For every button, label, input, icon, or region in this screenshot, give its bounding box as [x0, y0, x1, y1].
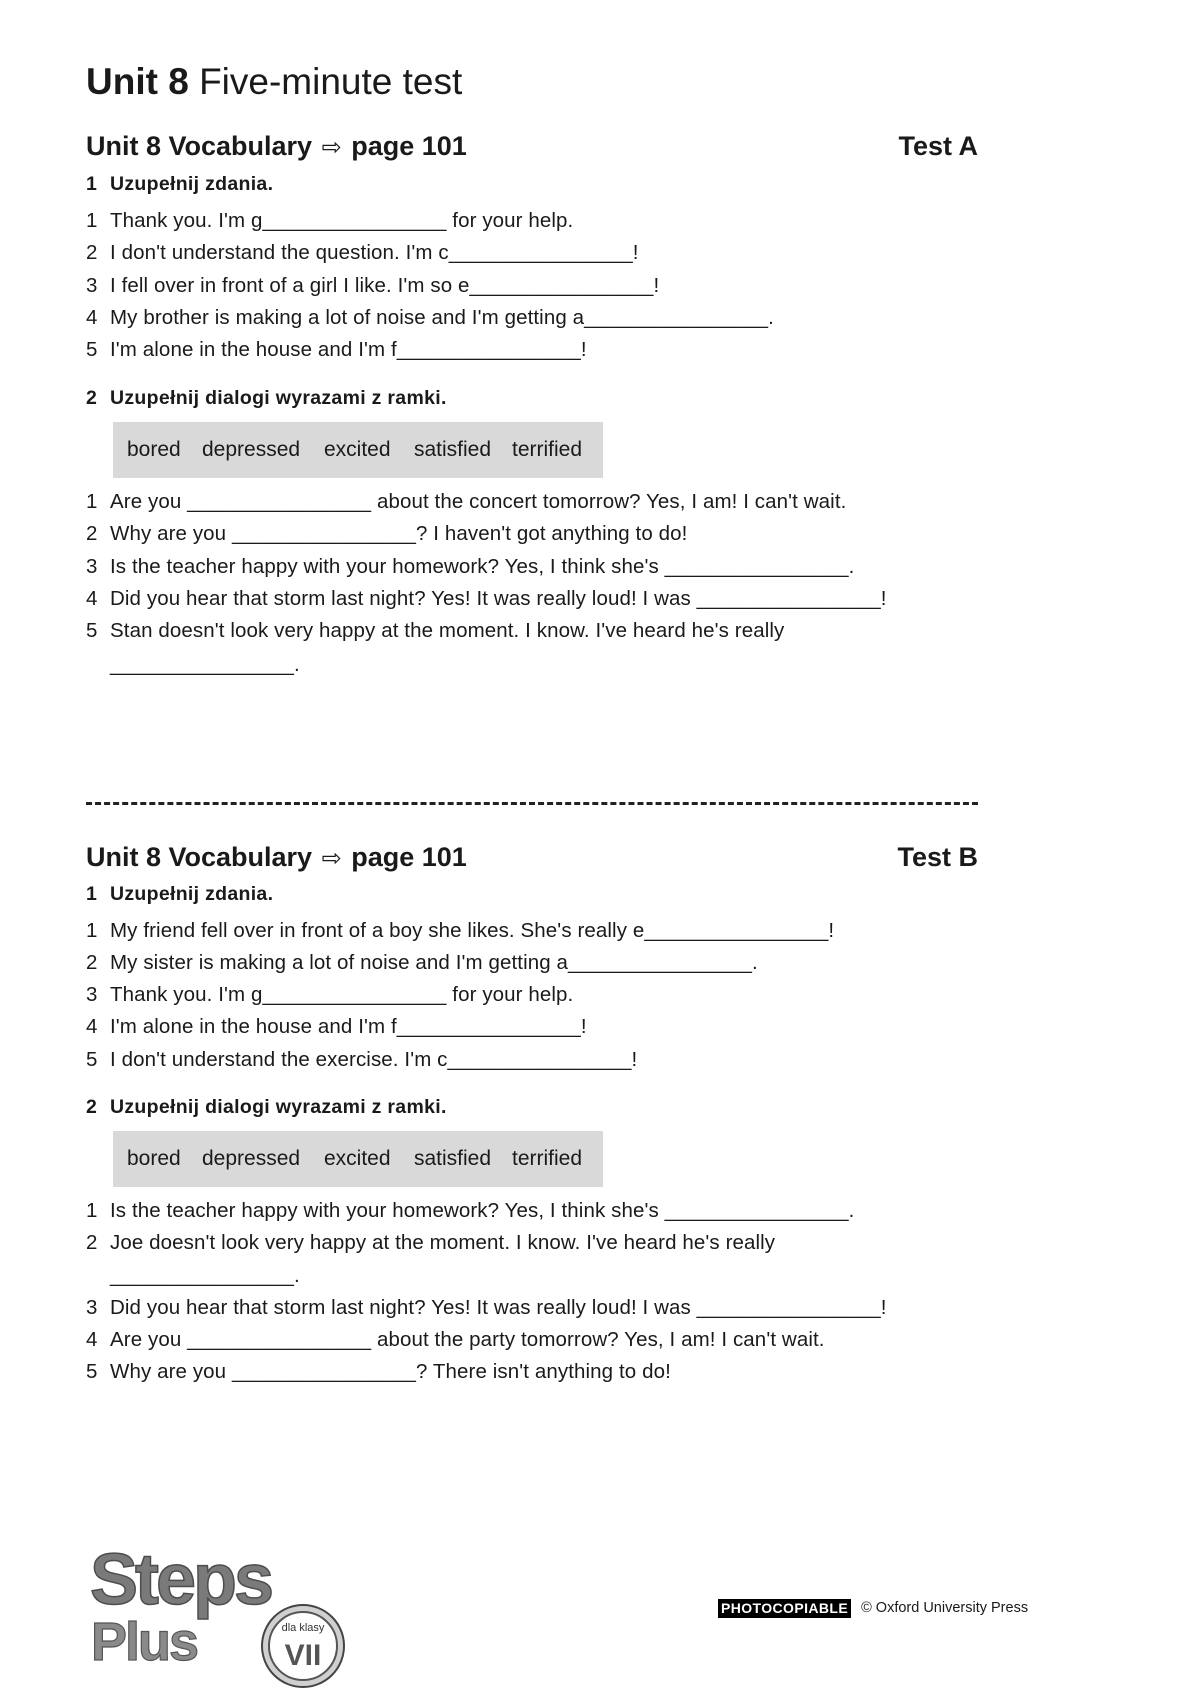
item-text: Joe doesn't look very happy at the moment. I know. I've heard he's really [110, 1231, 776, 1254]
item-text: I fell over in front of a girl I like. I'm so e________________! [110, 274, 660, 297]
item-number: 4 [86, 1015, 98, 1038]
item-number: 4 [86, 1328, 98, 1351]
test-b-ex1-item [86, 915, 996, 947]
instruction-text: Uzupełnij zdania. [110, 883, 274, 905]
test-a-label: Test A [898, 131, 978, 161]
item-text: Why are you ________________? There isn't anything to do! [110, 1360, 671, 1383]
word-option: satisfied [414, 438, 492, 461]
test-b-ex1-item [86, 1044, 996, 1076]
item-number: 5 [86, 619, 98, 642]
test-b-ex1-item [86, 979, 996, 1011]
word-option: satisfied [414, 1147, 492, 1170]
test-b-ex1-item [86, 947, 996, 979]
item-number: 3 [86, 274, 98, 297]
logo-plus-text: Plus [91, 1612, 198, 1672]
page-ref: page 101 [351, 842, 467, 872]
arrow-right-icon: ⇨ [321, 133, 342, 161]
instruction-text: Uzupełnij dialogi wyrazami z ramki. [110, 1096, 447, 1118]
item-number: 4 [86, 587, 98, 610]
steps-plus-logo [88, 1538, 348, 1688]
test-a-ex1-item [86, 205, 996, 237]
page-title-rest: Five-minute test [199, 61, 463, 102]
item-text: Stan doesn't look very happy at the moment. I know. I've heard he's really [110, 619, 785, 642]
word-option: bored [127, 1147, 181, 1170]
word-option: bored [127, 438, 181, 461]
item-text: Are you ________________ about the party tomorrow? Yes, I am! I can't wait. [110, 1328, 825, 1351]
item-number: 1 [86, 919, 98, 942]
item-number: 5 [86, 1048, 98, 1071]
word-option: depressed [202, 1147, 301, 1170]
word-option: terrified [512, 1147, 583, 1170]
test-a-title [86, 128, 467, 165]
instruction-text: Uzupełnij dialogi wyrazami z ramki. [110, 387, 447, 409]
item-text: Why are you ________________? I haven't got anything to do! [110, 522, 688, 545]
item-number: 1 [86, 209, 98, 232]
section-title-text: Unit 8 Vocabulary [86, 842, 313, 872]
badge-small-text: dla klasy [281, 1622, 325, 1634]
test-b-ex1-item [86, 1011, 996, 1043]
photocopiable-badge: PHOTOCOPIABLE [718, 1599, 851, 1618]
test-b-ex2-item [86, 1356, 996, 1388]
exercise-number: 1 [86, 883, 98, 905]
instruction-text: Uzupełnij zdania. [110, 173, 274, 195]
test-a-ex2-instruction [86, 385, 447, 411]
copyright-text: © Oxford University Press [861, 1600, 1029, 1616]
arrow-right-icon: ⇨ [321, 844, 342, 872]
word-option: depressed [202, 438, 301, 461]
test-a-ex2-item [86, 551, 996, 583]
page-title [86, 58, 462, 106]
item-text: Did you hear that storm last night? Yes! It was really loud! I was ________________! [110, 1296, 887, 1319]
steps-plus-logo-graphic [88, 1538, 348, 1688]
test-a-ex1-item [86, 302, 996, 334]
item-number: 2 [86, 951, 98, 974]
item-number: 2 [86, 1231, 98, 1254]
item-text: My brother is making a lot of noise and I'm getting a________________. [110, 306, 774, 329]
exercise-number: 2 [86, 387, 98, 409]
word-option: excited [324, 438, 391, 461]
footer-credits [718, 1599, 1028, 1621]
test-a-ex1-item [86, 237, 996, 269]
test-a-ex2-item [86, 583, 996, 615]
test-b-label: Test B [897, 842, 978, 872]
item-number: 2 [86, 241, 98, 264]
test-b-ex1-instruction [86, 881, 273, 907]
word-option: excited [324, 1147, 391, 1170]
item-number: 3 [86, 555, 98, 578]
item-number: 5 [86, 1360, 98, 1383]
item-text: Thank you. I'm g________________ for your help. [110, 209, 574, 232]
logo-steps-text: Steps [90, 1540, 272, 1620]
test-b-header [86, 839, 978, 875]
test-b-word-box [113, 1131, 603, 1187]
cut-line [86, 802, 978, 805]
test-b-ex2-instruction [86, 1094, 447, 1120]
item-number: 3 [86, 1296, 98, 1319]
item-text: I don't understand the exercise. I'm c________________! [110, 1048, 638, 1071]
test-b-ex2-item-continuation: ________________. [110, 1264, 300, 1287]
test-a-ex2-item [86, 486, 996, 518]
section-title-text: Unit 8 Vocabulary [86, 131, 313, 161]
test-b-ex2-item [86, 1195, 996, 1227]
item-number: 1 [86, 490, 98, 513]
test-a-ex1-item [86, 270, 996, 302]
item-number: 1 [86, 1199, 98, 1222]
item-text: My friend fell over in front of a boy she likes. She's really e________________! [110, 919, 835, 942]
badge-big-text: VII [284, 1639, 322, 1672]
item-number: 2 [86, 522, 98, 545]
test-a-header [86, 128, 978, 164]
item-text: Did you hear that storm last night? Yes! It was really loud! I was ________________! [110, 587, 887, 610]
item-number: 3 [86, 983, 98, 1006]
test-a-word-box [113, 422, 603, 478]
item-text: I don't understand the question. I'm c________________! [110, 241, 639, 264]
item-number: 5 [86, 338, 98, 361]
page-ref: page 101 [351, 131, 467, 161]
test-a-ex2-item [86, 518, 996, 550]
item-text: I'm alone in the house and I'm f________________! [110, 1015, 587, 1038]
item-text: Are you ________________ about the concert tomorrow? Yes, I am! I can't wait. [110, 490, 847, 513]
class-badge [262, 1605, 344, 1687]
word-option: terrified [512, 438, 583, 461]
item-text: Is the teacher happy with your homework? Yes, I think she's ________________. [110, 1199, 855, 1222]
item-text: Thank you. I'm g________________ for your help. [110, 983, 574, 1006]
test-b-ex2-item [86, 1227, 996, 1259]
test-a-ex2-item [86, 615, 996, 647]
test-b-ex2-item [86, 1324, 996, 1356]
item-text: I'm alone in the house and I'm f________________! [110, 338, 587, 361]
test-b-title [86, 839, 467, 876]
test-b-ex2-item [86, 1292, 996, 1324]
item-text: My sister is making a lot of noise and I'm getting a________________. [110, 951, 758, 974]
item-number: 4 [86, 306, 98, 329]
test-a-ex2-item-continuation: ________________. [110, 653, 300, 676]
exercise-number: 1 [86, 173, 98, 195]
exercise-number: 2 [86, 1096, 98, 1118]
item-text: Is the teacher happy with your homework? Yes, I think she's ________________. [110, 555, 855, 578]
test-a-ex1-instruction [86, 171, 273, 197]
page-title-unit: Unit 8 [86, 61, 189, 102]
test-a-ex1-item [86, 334, 996, 366]
